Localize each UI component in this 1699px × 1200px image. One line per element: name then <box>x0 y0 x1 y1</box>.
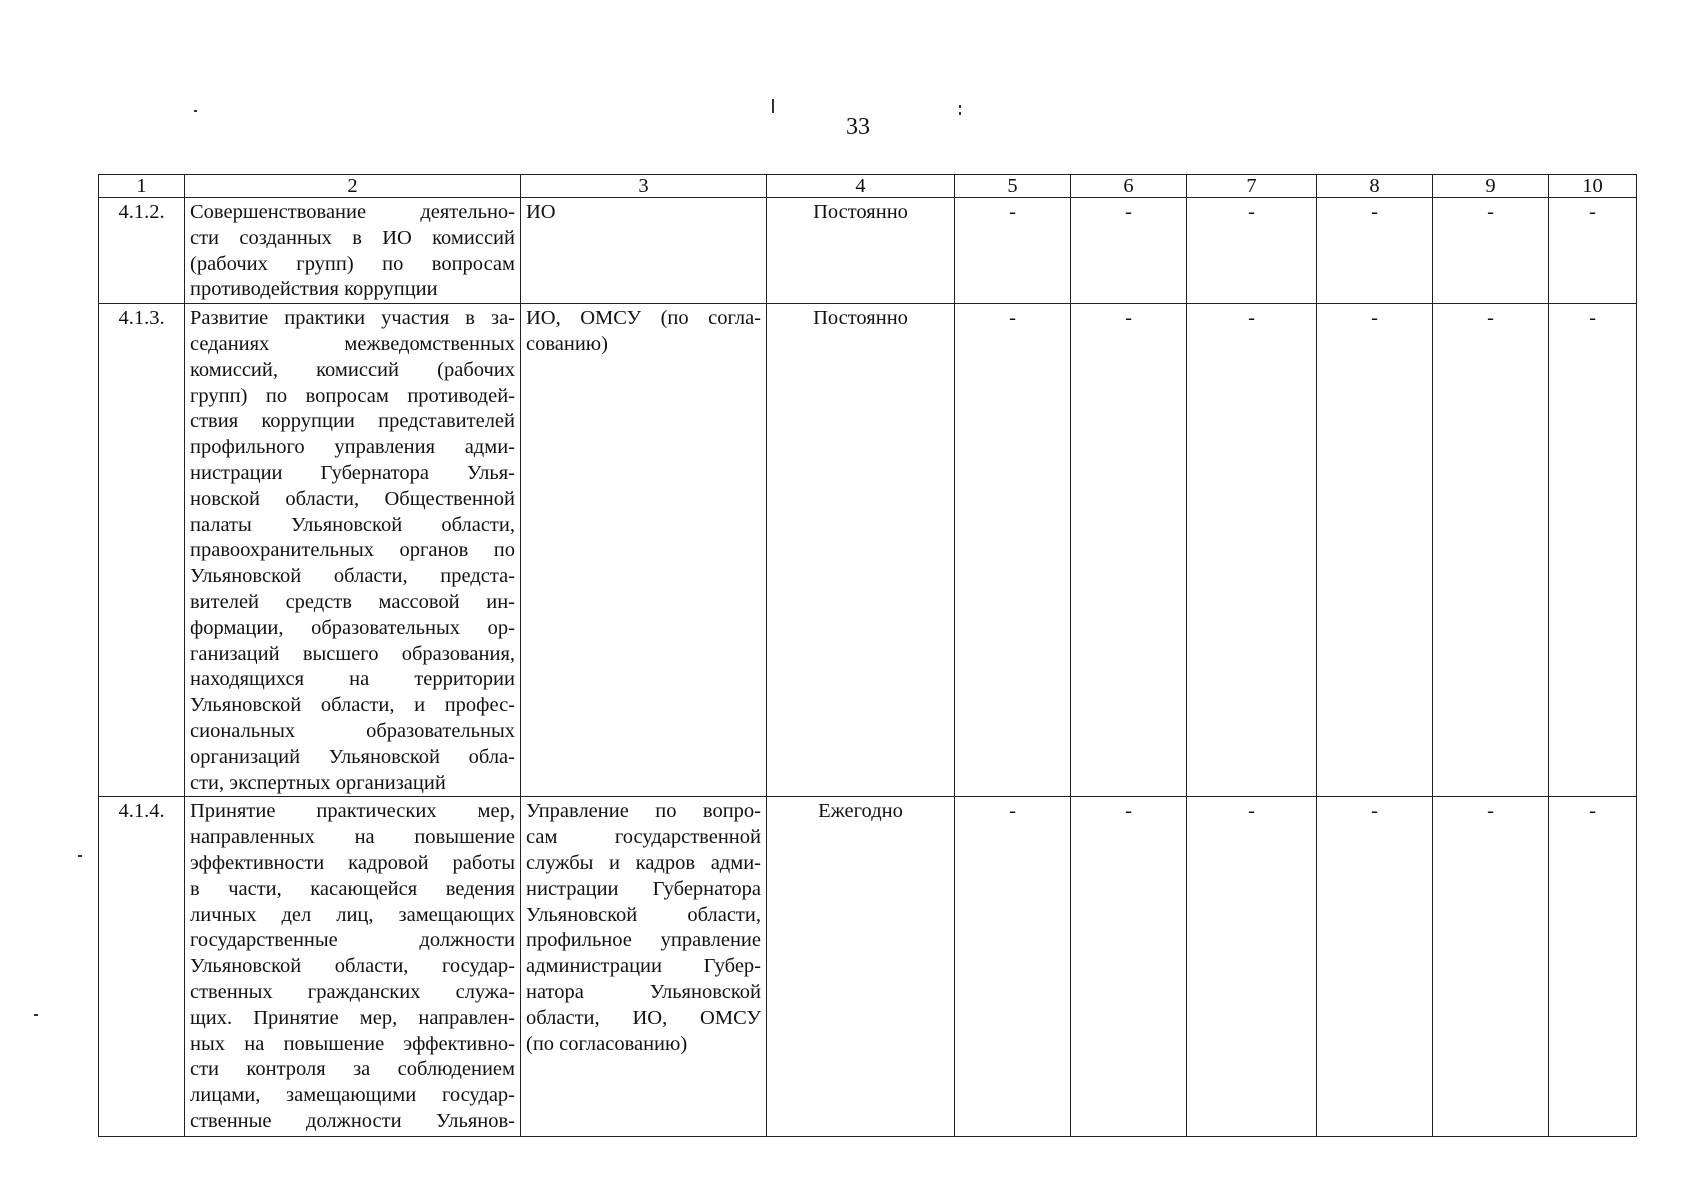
value-col-5: - <box>955 304 1071 797</box>
row-number: 4.1.3. <box>99 304 185 797</box>
description-line: лицами, замещающими государ- <box>190 1084 515 1107</box>
table-row <box>99 797 1637 1137</box>
executor <box>521 797 767 1137</box>
scan-speck <box>772 99 774 113</box>
description-line: сти, экспертных организаций <box>190 771 446 794</box>
description-line: сти созданных в ИО комиссий <box>190 226 515 249</box>
description-line: ганизаций высшего образования, <box>190 642 515 665</box>
scan-speck <box>959 105 961 108</box>
executor-line: Управление по вопро- <box>526 800 761 823</box>
description-line: новской области, Общественной <box>190 487 515 510</box>
term: Постоянно <box>767 304 955 797</box>
scan-speck <box>78 855 82 857</box>
executor-line: сам государственной <box>526 826 761 849</box>
header-row <box>99 175 1637 198</box>
value-col-7: - <box>1187 304 1317 797</box>
executor-line: ИО, ОМСУ (по согла- <box>526 307 761 330</box>
description-line: ствия коррупции представителей <box>190 410 515 433</box>
description-line: комиссий, комиссий (рабочих <box>190 358 515 381</box>
value-col-6: - <box>1071 797 1187 1137</box>
description-line: ных на повышение эффективно- <box>190 1032 515 1055</box>
plan-table <box>98 174 1637 1137</box>
term: Постоянно <box>767 198 955 304</box>
value-col-8: - <box>1317 198 1433 304</box>
value-col-9: - <box>1433 304 1549 797</box>
description-line: формации, образовательных ор- <box>190 616 515 639</box>
description-line: вителей средств массовой ин- <box>190 590 515 613</box>
column-header-3: 3 <box>521 175 767 198</box>
scan-speck <box>959 112 961 115</box>
executor-line: службы и кадров адми- <box>526 851 761 874</box>
value-col-7: - <box>1187 198 1317 304</box>
term: Ежегодно <box>767 797 955 1137</box>
column-header-2: 2 <box>185 175 521 198</box>
table-row <box>99 198 1637 304</box>
description-line: (рабочих групп) по вопросам <box>190 252 515 275</box>
description-line: сти контроля за соблюдением <box>190 1058 515 1081</box>
column-header-4: 4 <box>767 175 955 198</box>
value-col-9: - <box>1433 198 1549 304</box>
executor-line: профильное управление <box>526 929 761 952</box>
column-header-10: 10 <box>1549 175 1637 198</box>
value-col-10: - <box>1549 198 1637 304</box>
executor <box>521 304 767 797</box>
column-header-8: 8 <box>1317 175 1433 198</box>
value-col-10: - <box>1549 797 1637 1137</box>
column-header-9: 9 <box>1433 175 1549 198</box>
value-col-10: - <box>1549 304 1637 797</box>
value-col-7: - <box>1187 797 1317 1137</box>
description-line: седаниях межведомственных <box>190 332 515 355</box>
value-col-8: - <box>1317 304 1433 797</box>
column-header-7: 7 <box>1187 175 1317 198</box>
description-line: сиональных образовательных <box>190 719 515 742</box>
description-line: Ульяновской области, предста- <box>190 565 515 588</box>
description-line: правоохранительных органов по <box>190 539 515 562</box>
description-line: противодействия коррупции <box>190 278 438 301</box>
description-line: профильного управления адми- <box>190 436 515 459</box>
description-line: личных дел лиц, замещающих <box>190 903 515 926</box>
executor-line: ИО <box>526 201 556 223</box>
column-header-5: 5 <box>955 175 1071 198</box>
description-line: ственных гражданских служа- <box>190 980 515 1003</box>
description-line: организаций Ульяновской обла- <box>190 745 515 768</box>
description-line: нистрации Губернатора Улья- <box>190 461 515 484</box>
page-number: 33 <box>846 114 870 140</box>
measure-description <box>185 797 521 1137</box>
description-line: групп) по вопросам противодей- <box>190 384 515 407</box>
row-number: 4.1.4. <box>99 797 185 1137</box>
description-line: Совершенствование деятельно- <box>190 201 515 223</box>
table-row <box>99 304 1637 797</box>
executor-line: Ульяновской области, <box>526 903 761 926</box>
description-line: палаты Ульяновской области, <box>190 513 515 536</box>
description-line: ственные должности Ульянов- <box>190 1109 515 1132</box>
value-col-5: - <box>955 797 1071 1137</box>
executor-line: (по согласованию) <box>526 1032 688 1055</box>
column-header-6: 6 <box>1071 175 1187 198</box>
scan-speck <box>194 110 197 112</box>
value-col-8: - <box>1317 797 1433 1137</box>
description-line: эффективности кадровой работы <box>190 851 515 874</box>
executor-line: сованию) <box>526 332 608 355</box>
measure-description <box>185 304 521 797</box>
executor-line: нистрации Губернатора <box>526 877 761 900</box>
description-line: направленных на повышение <box>190 826 515 849</box>
description-line: Принятие практических мер, <box>190 800 515 823</box>
value-col-5: - <box>955 198 1071 304</box>
description-line: Ульяновской области, государ- <box>190 955 515 978</box>
description-line: государственные должности <box>190 929 515 952</box>
description-line: находящихся на территории <box>190 668 515 691</box>
measure-description <box>185 198 521 304</box>
executor-line: натора Ульяновской <box>526 980 761 1003</box>
executor <box>521 198 767 304</box>
description-line: щих. Принятие мер, направлен- <box>190 1006 515 1029</box>
executor-line: области, ИО, ОМСУ <box>526 1006 761 1029</box>
description-line: Развитие практики участия в за- <box>190 307 515 330</box>
description-line: в части, касающейся ведения <box>190 877 515 900</box>
description-line: Ульяновской области, и профес- <box>190 694 515 717</box>
scan-speck <box>34 1014 38 1016</box>
executor-line: администрации Губер- <box>526 955 761 978</box>
row-number: 4.1.2. <box>99 198 185 304</box>
value-col-6: - <box>1071 304 1187 797</box>
value-col-6: - <box>1071 198 1187 304</box>
column-header-1: 1 <box>99 175 185 198</box>
value-col-9: - <box>1433 797 1549 1137</box>
